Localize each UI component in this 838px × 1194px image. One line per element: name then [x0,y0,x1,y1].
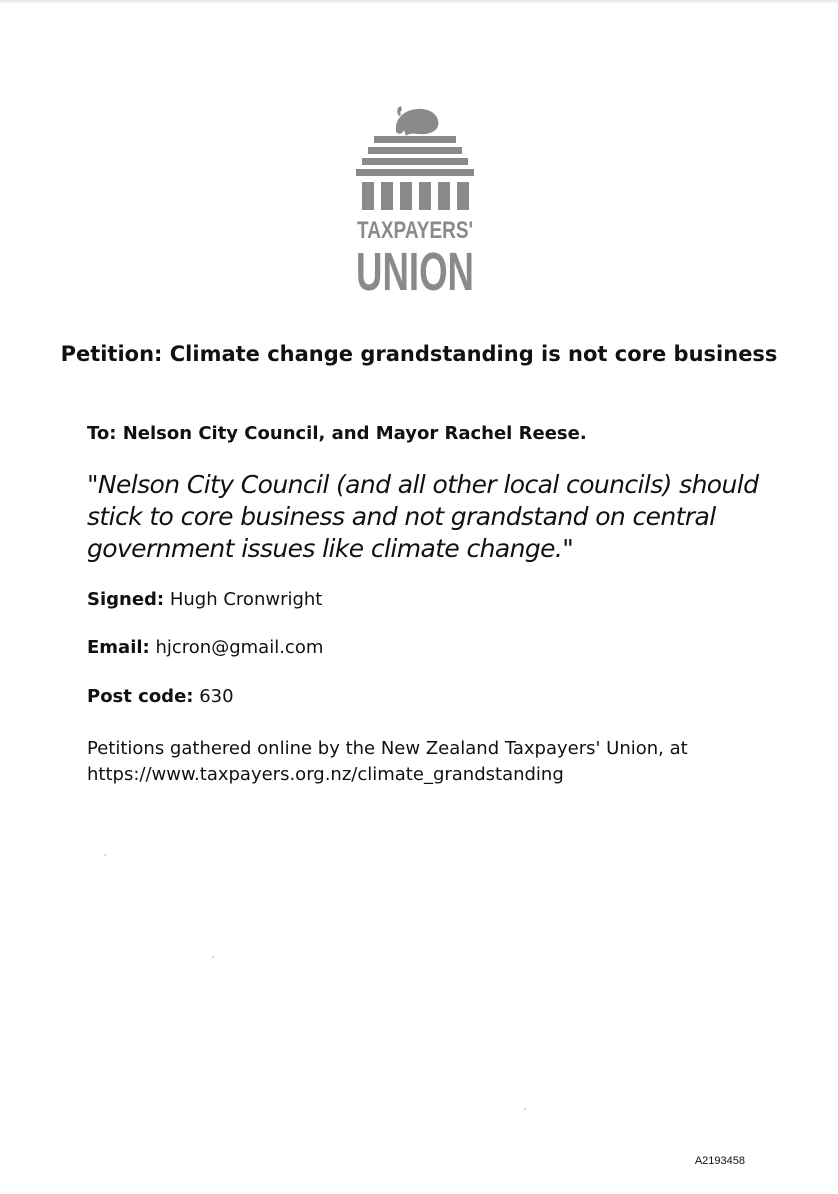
email-label: Email: [87,637,150,658]
kiwi-icon [396,106,438,136]
scan-speck [104,854,106,856]
petition-statement: "Nelson City Council (and all other local councils) should stick to core business and not grandstand on central government issues like climate change." [87,470,759,563]
email-field [87,637,323,658]
postcode-label: Post code: [87,686,194,707]
logo-bar [362,158,468,165]
logo-wordmark-line2: UNION [356,242,474,302]
recipient-line: To: Nelson City Council, and Mayor Rachel Reese. [87,423,587,444]
source-note: Petitions gathered online by the New Zealand Taxpayers' Union, at https://www.taxpayers.org.nz/climate_grandstanding [87,738,688,785]
logo-column [381,182,393,210]
email-value: hjcron@gmail.com [155,637,324,658]
postcode-value: 630 [199,686,234,707]
signed-value: Hugh Cronwright [169,589,323,610]
logo-column [400,182,412,210]
document-reference: A2193458 [694,1155,745,1167]
petition-title: Petition: Climate change grandstanding is not core business [60,342,778,366]
logo-bar [368,147,462,154]
postcode-field [87,686,234,707]
logo-column [362,182,374,210]
signed-label: Signed: [87,589,165,610]
signed-field [87,589,322,610]
logo-wordmark-line1: TAXPAYERS' [357,217,473,244]
logo-bar [356,169,474,176]
taxpayers-union-logo [352,100,478,302]
scan-speck [212,956,214,958]
logo-bar [374,136,456,143]
scan-speck [524,1108,526,1110]
logo-column [438,182,450,210]
logo-column [419,182,431,210]
logo-column [457,182,469,210]
page-edge [0,0,838,4]
